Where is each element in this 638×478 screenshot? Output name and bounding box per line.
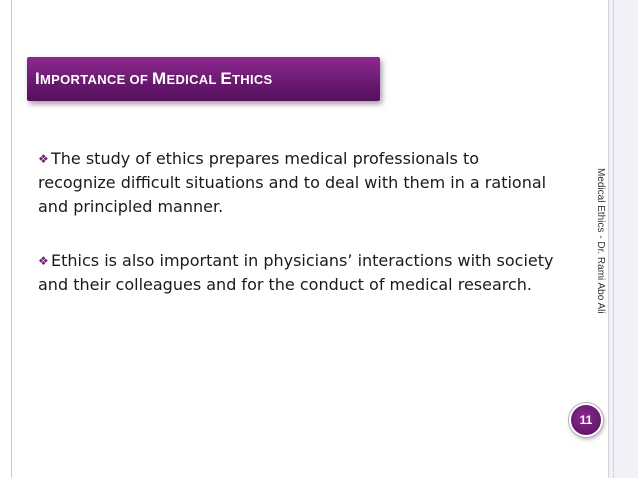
bullet-item: [38, 249, 558, 297]
slide-title: [35, 69, 273, 89]
title-part-1: MPORTANCE OF: [40, 72, 153, 87]
diamond-bullet-icon: ❖: [38, 254, 49, 268]
slide-body: [38, 147, 558, 327]
vertical-footer-text: Medical Ethics - Dr. Rami Abo Ali: [595, 168, 606, 314]
left-border-line: [11, 0, 12, 478]
title-banner: [27, 57, 380, 101]
diamond-bullet-icon: ❖: [38, 152, 49, 166]
bullet-text: The study of ethics prepares medical professionals to recognize difficult situations and to deal with them in a rational and principled manner.: [38, 149, 547, 216]
title-letter-e: E: [220, 69, 233, 88]
bullet-item: [38, 147, 558, 219]
bullet-text: Ethics is also important in physicians’ interactions with society and their colleagues and for the conduct of medical research.: [38, 251, 554, 294]
title-part-2: EDICAL: [166, 72, 221, 87]
right-band-divider: [613, 0, 614, 478]
page-number-badge: 11: [569, 403, 603, 437]
title-part-3: THICS: [232, 72, 273, 87]
title-letter-m: M: [152, 69, 167, 88]
title-letter-i: I: [35, 69, 41, 88]
